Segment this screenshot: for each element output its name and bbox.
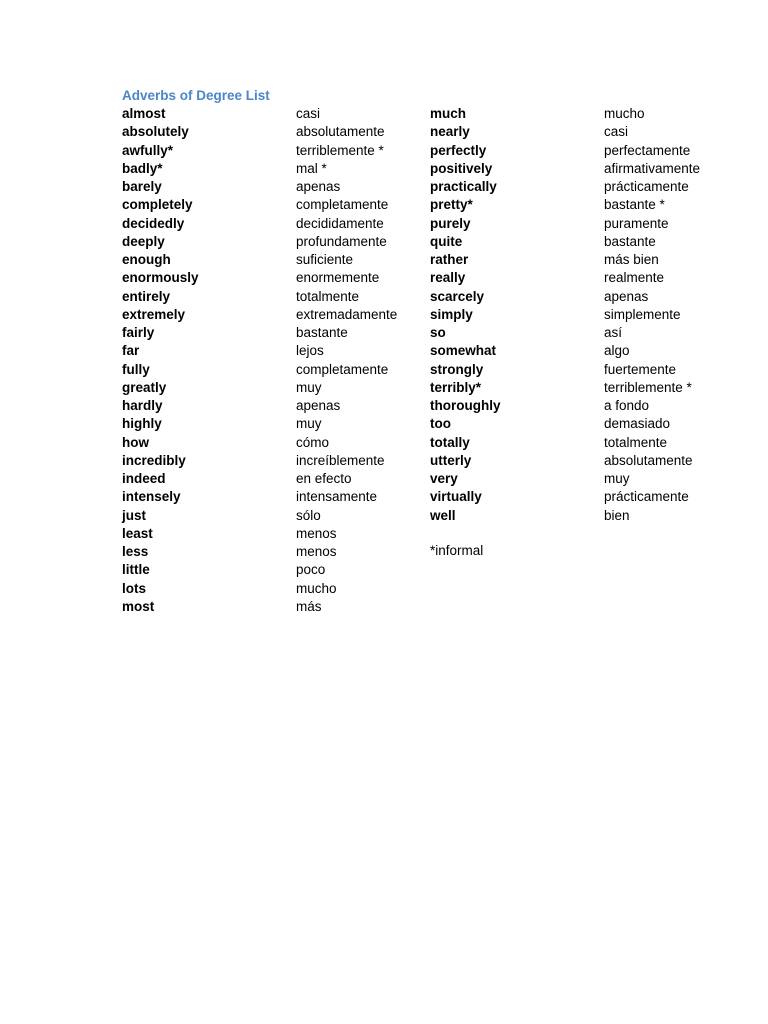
english-adverb: thoroughly (430, 398, 501, 413)
english-adverb: much (430, 106, 467, 121)
english-adverb: incredibly (122, 452, 186, 468)
right-english-column (430, 105, 501, 525)
english-adverb: nearly (430, 124, 470, 140)
english-adverb: awfully* (122, 142, 174, 158)
spanish-translation: casi (296, 106, 321, 121)
spanish-translation: apenas (296, 398, 341, 413)
english-adverb: virtually (430, 489, 482, 505)
spanish-translation: en efecto (296, 471, 352, 486)
english-adverb: most (122, 598, 155, 614)
spanish-translation: más (296, 598, 322, 614)
english-adverb: almost (122, 106, 166, 121)
spanish-translation: absolutamente (604, 452, 693, 468)
spanish-translation: demasiado (604, 416, 671, 432)
english-adverb: deeply (122, 233, 165, 249)
document-title: Adverbs of Degree List (122, 88, 270, 103)
english-adverb: well (430, 507, 456, 523)
spanish-translation: a fondo (604, 398, 650, 413)
spanish-translation: totalmente (604, 434, 668, 450)
english-adverb: absolutely (122, 124, 189, 140)
english-adverb: decidedly (122, 215, 185, 231)
english-adverb: enough (122, 252, 171, 267)
spanish-translation: muy (296, 416, 322, 432)
spanish-translation: fuertemente (604, 361, 677, 377)
english-adverb: how (122, 434, 149, 450)
english-adverb: enormously (122, 270, 199, 286)
english-adverb: little (122, 562, 150, 578)
english-adverb: indeed (122, 471, 166, 486)
informal-footnote: *informal (430, 543, 484, 558)
spanish-translation: completamente (296, 361, 389, 377)
spanish-translation: bastante (296, 325, 348, 340)
right-spanish-column (604, 105, 700, 525)
english-adverb: just (122, 507, 147, 523)
english-adverb: intensely (122, 489, 181, 505)
spanish-translation: intensamente (296, 489, 378, 505)
english-adverb: quite (430, 233, 463, 249)
english-adverb: greatly (122, 379, 167, 395)
spanish-translation: completamente (296, 197, 389, 213)
spanish-translation: suficiente (296, 252, 354, 267)
spanish-translation: bien (604, 507, 630, 523)
spanish-translation: algo (604, 343, 630, 359)
english-adverb: less (122, 544, 149, 559)
spanish-translation: así (604, 325, 623, 340)
spanish-translation: absolutamente (296, 124, 385, 140)
spanish-translation: prácticamente (604, 179, 689, 194)
english-adverb: so (430, 325, 446, 340)
english-adverb: strongly (430, 361, 484, 377)
spanish-translation: perfectamente (604, 142, 691, 158)
left-english-column (122, 105, 199, 616)
spanish-translation: prácticamente (604, 489, 689, 505)
english-adverb: somewhat (430, 343, 497, 359)
spanish-translation: muy (604, 471, 630, 486)
spanish-translation: afirmativamente (604, 160, 701, 176)
left-spanish-column (296, 105, 397, 616)
spanish-translation: apenas (604, 288, 649, 304)
english-adverb: highly (122, 416, 162, 432)
english-adverb: badly* (122, 160, 163, 176)
english-adverb: too (430, 416, 451, 432)
spanish-translation: bastante * (604, 197, 665, 213)
spanish-translation: decididamente (296, 215, 384, 231)
spanish-translation: más bien (604, 252, 659, 267)
english-adverb: far (122, 343, 140, 359)
english-adverb: hardly (122, 398, 163, 413)
english-adverb: lots (122, 580, 147, 596)
spanish-translation: sólo (296, 507, 321, 523)
spanish-translation: mal * (296, 160, 327, 176)
english-adverb: simply (430, 306, 473, 322)
english-adverb: scarcely (430, 288, 485, 304)
spanish-translation: menos (296, 544, 337, 559)
spanish-translation: mucho (604, 106, 645, 121)
english-adverb: very (430, 471, 458, 486)
spanish-translation: apenas (296, 179, 341, 194)
spanish-translation: casi (604, 124, 629, 140)
english-adverb: completely (122, 197, 193, 213)
spanish-translation: terriblemente * (296, 142, 384, 158)
english-adverb: barely (122, 179, 162, 194)
english-adverb: purely (430, 215, 471, 231)
spanish-translation: enormemente (296, 270, 380, 286)
english-adverb: perfectly (430, 142, 487, 158)
spanish-translation: bastante (604, 233, 656, 249)
english-adverb: totally (430, 434, 470, 450)
english-adverb: really (430, 270, 466, 286)
spanish-translation: profundamente (296, 233, 387, 249)
spanish-translation: totalmente (296, 288, 360, 304)
english-adverb: fairly (122, 325, 155, 340)
english-adverb: fully (122, 361, 150, 377)
spanish-translation: realmente (604, 270, 665, 286)
english-adverb: extremely (122, 306, 186, 322)
spanish-translation: menos (296, 525, 337, 541)
english-adverb: practically (430, 179, 497, 194)
spanish-translation: mucho (296, 580, 337, 596)
english-adverb: least (122, 525, 153, 541)
spanish-translation: cómo (296, 434, 330, 450)
spanish-translation: simplemente (604, 306, 681, 322)
english-adverb: rather (430, 252, 469, 267)
spanish-translation: extremadamente (296, 306, 398, 322)
english-adverb: positively (430, 160, 493, 176)
spanish-translation: increíblemente (296, 452, 385, 468)
english-adverb: pretty* (430, 197, 473, 213)
spanish-translation: lejos (296, 343, 324, 359)
english-adverb: entirely (122, 288, 171, 304)
english-adverb: terribly* (430, 379, 482, 395)
english-adverb: utterly (430, 452, 472, 468)
spanish-translation: muy (296, 379, 322, 395)
spanish-translation: puramente (604, 215, 669, 231)
spanish-translation: terriblemente * (604, 379, 692, 395)
spanish-translation: poco (296, 562, 326, 578)
